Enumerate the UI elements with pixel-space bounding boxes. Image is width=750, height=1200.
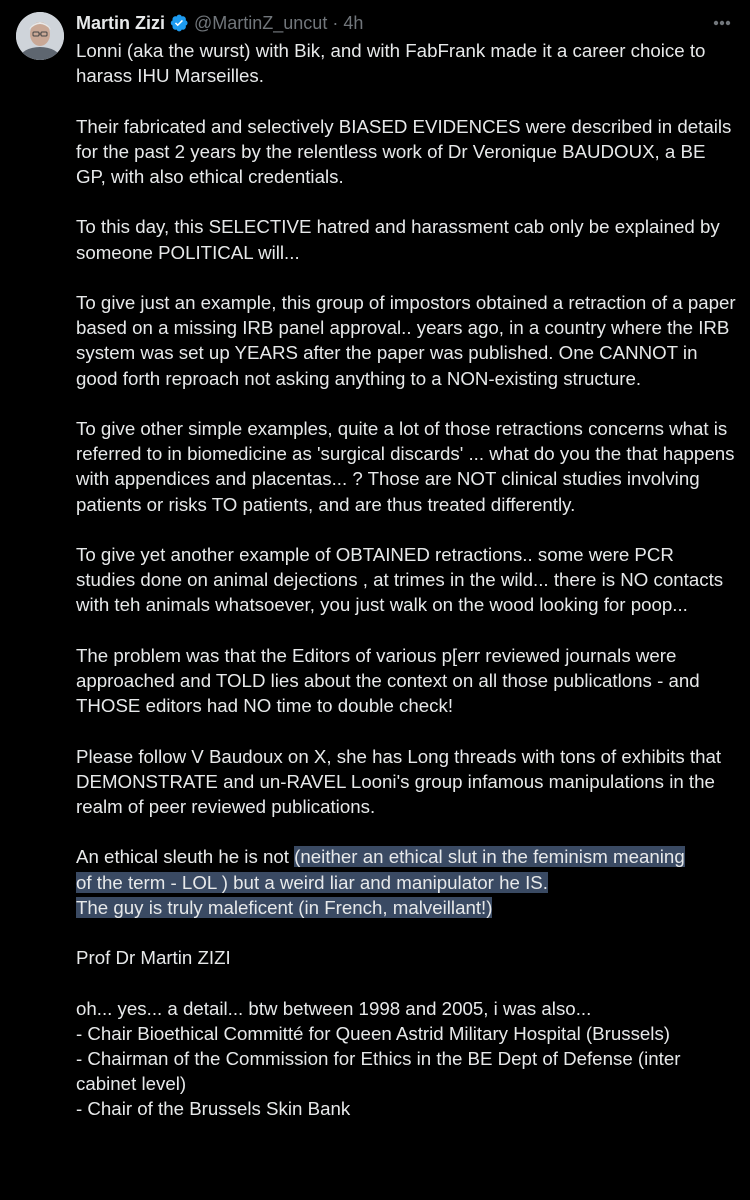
paragraph-9 bbox=[76, 844, 736, 920]
avatar[interactable] bbox=[16, 12, 64, 60]
verified-badge-icon bbox=[169, 13, 189, 33]
tweet-header bbox=[76, 10, 736, 36]
tweet-text bbox=[76, 38, 736, 1122]
list-item: - Chair Bioethical Committé for Queen Astrid Military Hospital (Brussels) bbox=[76, 1022, 671, 1044]
paragraph-11: oh... yes... a detail... btw between 1998 and 2005, i was also... bbox=[76, 997, 592, 1019]
paragraph-6: To give yet another example of OBTAINED retractions.. some were PCR studies done on animal dejections , at trimes in the wild... there is NO contacts with teh animals whatsoever, you just walk on the wood looking for poop... bbox=[76, 543, 724, 616]
paragraph-3: To this day, this SELECTIVE hatred and harassment cab only be explained by someone POLITICAL will... bbox=[76, 216, 720, 263]
list-item: - Chairman of the Commission for Ethics in the BE Dept of Defense (inter cabinet level) bbox=[76, 1047, 681, 1095]
selected-text-1: (neither an ethical slut in the feminism meaning bbox=[294, 846, 685, 868]
signature: Prof Dr Martin ZIZI bbox=[76, 947, 231, 969]
paragraph-2: Their fabricated and selectively BIASED EVIDENCES were described in details for the past 2 years by the relentless work of Dr Veronique BAUDOUX, a BE GP, with also ethical credentials. bbox=[76, 115, 732, 187]
more-options-icon[interactable] bbox=[708, 12, 736, 34]
paragraph-1: Lonni (aka the wurst) with Bik, and with FabFrank made it a career choice to harass IHU Marseilles. bbox=[76, 40, 706, 87]
avatar-photo bbox=[16, 12, 64, 60]
paragraph-5: To give other simple examples, quite a lot of those retractions concerns what is referred to in biomedicine as 'surgical discards' ... what do you the that happens with appendices and placentas... ? Those are NOT clinical studies involving patients or risks TO patients, and are thus treated differently. bbox=[76, 417, 735, 515]
timestamp[interactable]: 4h bbox=[343, 12, 364, 33]
paragraph-4: To give just an example, this group of impostors obtained a retraction of a paper based on a missing IRB panel approval.. years ago, in a country where the IRB system was set up YEARS after the paper was published. One CANNOT in good forth reproach not asking anything to a NON-existing structure. bbox=[76, 291, 736, 389]
paragraph-8: Please follow V Baudoux on X, she has Long threads with tons of exhibits that DEMONSTRATE and un-RAVEL Looni's group infamous manipulations in the realm of peer reviewed publications. bbox=[76, 745, 722, 817]
display-name[interactable]: Martin Zizi bbox=[76, 12, 165, 33]
selected-text-3: The guy is truly maleficent (in French, malveillant!) bbox=[76, 896, 493, 918]
list-item: - Chair of the Brussels Skin Bank bbox=[76, 1098, 351, 1120]
selected-text-2: of the term - LOL ) but a weird liar and manipulator he IS. bbox=[76, 871, 548, 893]
paragraph-9-plain: An ethical sleuth he is not bbox=[76, 846, 295, 868]
credentials-list bbox=[76, 1021, 736, 1122]
paragraph-7: The problem was that the Editors of various p[err reviewed journals were approached and TOLD lies about the context on all those publicatlons - and THOSE editors had NO time to double check! bbox=[76, 644, 700, 717]
separator-dot: · bbox=[332, 12, 339, 33]
user-handle[interactable]: @MartinZ_uncut bbox=[194, 12, 328, 33]
tweet-content bbox=[76, 10, 736, 1122]
